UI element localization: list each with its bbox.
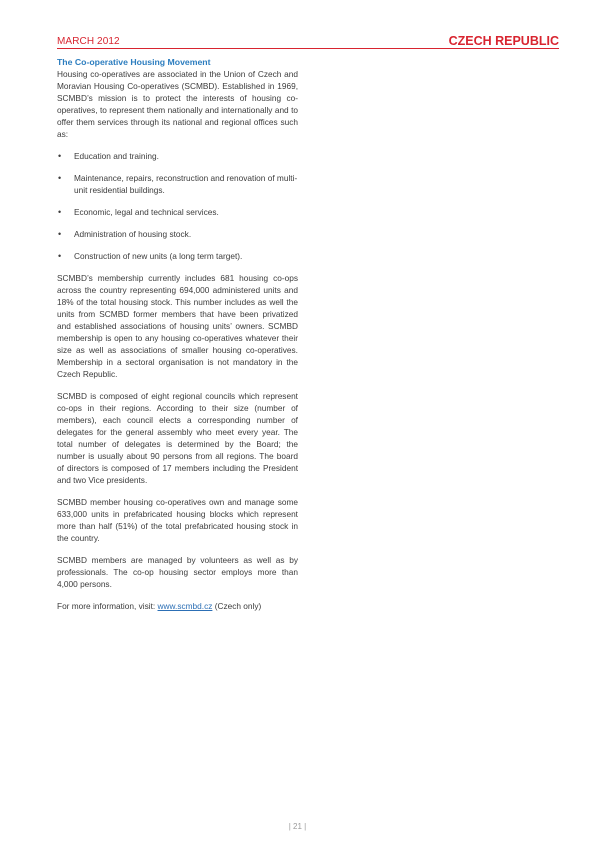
header-country: CZECH REPUBLIC [448,34,559,48]
list-item: • Education and training. [58,151,159,161]
page-header [57,34,559,49]
bullet-icon: • [58,251,62,261]
bullet-icon: • [58,229,62,239]
section-title: The Co-operative Housing Movement [57,57,211,67]
bullet-icon: • [58,207,62,217]
list-item: • Maintenance, repairs, reconstruction and renovation of multi-unit residential buildings. [58,173,298,195]
article-column [57,56,298,622]
structure-paragraph: SCMBD is composed of eight regional councils which represent co-ops in their regions. According to their size (number of members), each council elects a corresponding number of delegates for the general assembly who meet every year. The total number of delegates is determined by the Board; the number is usually about 90 persons from all regions. The board of directors is composed of 17 members including the President and two Vice presidents. [57,391,298,485]
list-item: • Administration of housing stock. [58,229,192,239]
management-paragraph: SCMBD members are managed by volunteers as well as by professionals. The co-op housing sector employs more than 4,000 persons. [57,555,298,589]
website-link[interactable]: www.scmbd.cz [157,601,213,611]
list-item: • Economic, legal and technical services. [58,207,219,217]
bullet-icon: • [58,173,62,183]
page-number: | 21 | [288,822,307,831]
services-list [57,150,298,262]
intro-paragraph: Housing co-operatives are associated in the Union of Czech and Moravian Housing Co-operatives (SCMBD). Established in 1969, SCMBD’s mission is to protect the interests of housing co-operatives, to represent them nationally and internationally and to offer them services through its national and regional offices such as: [57,69,298,139]
membership-paragraph: SCMBD’s membership currently includes 681 housing co-ops across the country representing 694,000 administered units and 18% of the total housing stock. This number includes as well the units from SCMBD former members that have been privatized and established associations of housing units’ owners. SCMBD membership is open to any housing co-operatives whatever their size as well as associations of smaller housing co-operatives. Membership in a sectoral organisation is not mandatory in the Czech Republic. [57,273,298,379]
header-date: MARCH 2012 [57,36,120,47]
list-item: • Construction of new units (a long term target). [58,251,243,261]
more-info-paragraph: For more information, visit: www.scmbd.cz (Czech only) [57,601,262,611]
housing-stock-paragraph: SCMBD member housing co-operatives own and manage some 633,000 units in prefabricated housing blocks which represent more than half (51%) of the total prefabricated housing stock in the country. [57,497,298,543]
bullet-icon: • [58,151,62,161]
